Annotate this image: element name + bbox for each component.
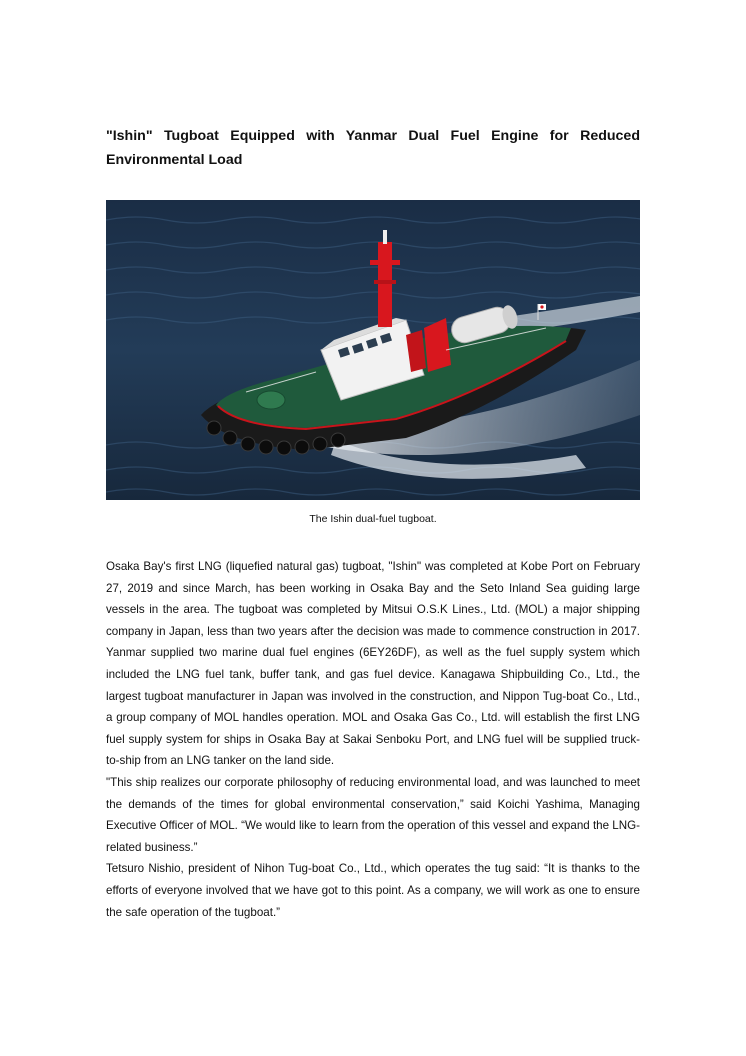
article-title: "Ishin" Tugboat Equipped with Yanmar Dual Fuel Engine for Reduced Environmental Load xyxy=(106,128,640,168)
tugboat-photo xyxy=(106,200,640,500)
body-paragraph: Osaka Bay's first LNG (liquefied natural gas) tugboat, "Ishin" was completed at Kobe Port on February 27, 2019 and since March, has been working in Osaka Bay and the Seto Inland Sea guiding large vessels in the area. The tugboat was completed by Mitsui O.S.K Lines., Ltd. (MOL) a major shipping company in Japan, less than two years after the decision was made to commence construction in 2017. Yanmar supplied two marine dual fuel engines (6EY26DF), as well as the fuel supply system which included the LNG fuel tank, buffer tank, and gas fuel device. Kanagawa Shipbuilding Co., Ltd., the largest tugboat manufacturer in Japan was involved in the construction, and Nippon Tug-boat Co., Ltd., a group company of MOL handles operation. MOL and Osaka Gas Co., Ltd. will establish the first LNG fuel supply system for ships in Osaka Bay at Sakai Senboku Port, and LNG fuel will be supplied truck-to-ship from an LNG tanker on the land side. xyxy=(106,560,640,768)
body-paragraph: "This ship realizes our corporate philosophy of reducing environmental load, and was launched to meet the demands of the times for global environmental conservation,” said Koichi Yashima, Managing Executive Officer of MOL. “We would like to learn from the operation of this vessel and expand the LNG-related business.” xyxy=(106,775,640,854)
photo-caption: The Ishin dual-fuel tugboat. xyxy=(309,513,437,525)
article-body xyxy=(106,556,640,923)
tugboat-illustration xyxy=(106,200,640,500)
body-paragraph: Tetsuro Nishio, president of Nihon Tug-boat Co., Ltd., which operates the tug said: “It is thanks to the efforts of everyone involved that we have got to this point. As a company, we will work as one to ensure the safe operation of the tugboat.” xyxy=(106,862,640,919)
